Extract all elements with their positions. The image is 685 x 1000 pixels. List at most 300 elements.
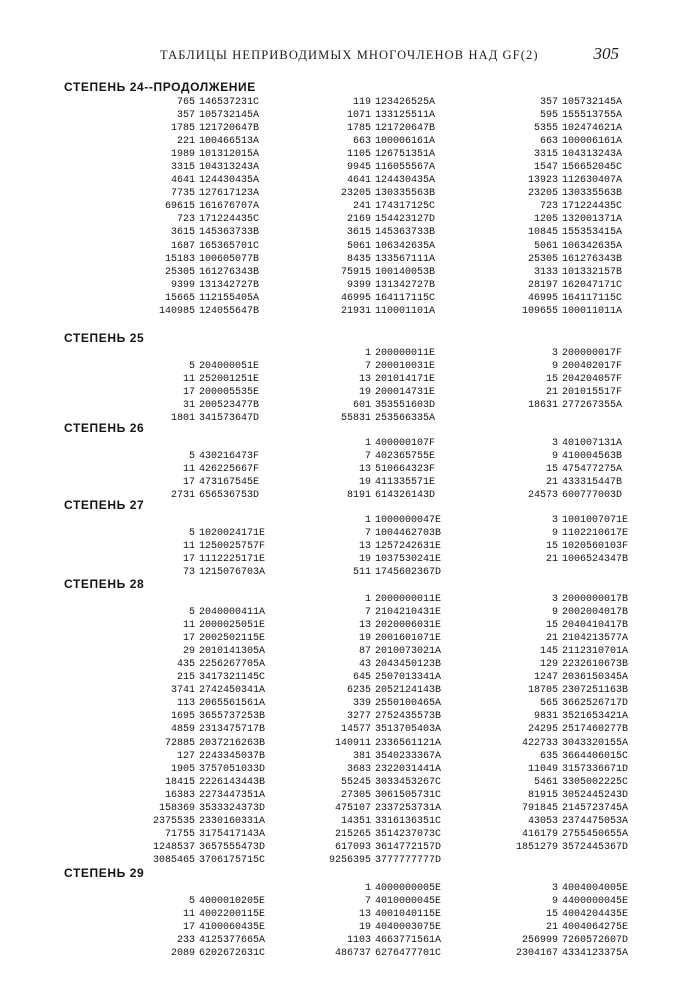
polynomial-code: 2000025051E (199, 620, 266, 632)
table-row (0, 750, 685, 763)
polynomial-code: 101312015A (199, 149, 260, 161)
exponent-value: 15665 (164, 292, 195, 304)
polynomial-code: 411335571E (375, 477, 436, 489)
table-row (0, 476, 685, 489)
polynomial-code: 473167545E (199, 477, 260, 489)
polynomial-code: 2043450123B (375, 659, 442, 671)
exponent-value: 1687 (170, 240, 195, 252)
polynomial-code: 2273447351A (199, 789, 266, 801)
table-row (0, 514, 685, 527)
exponent-value: 17 (182, 477, 195, 489)
polynomial-code: 124055647B (199, 305, 260, 317)
polynomial-code: 510664323F (375, 464, 436, 476)
polynomial-code: 164117115C (375, 292, 436, 304)
table-row (0, 553, 685, 566)
exponent-value: 9399 (346, 279, 371, 291)
polynomial-code: 3533324373D (199, 802, 266, 814)
polynomial-code: 3417321145C (199, 672, 266, 684)
polynomial-code: 201015517F (562, 387, 623, 399)
table-row (0, 109, 685, 122)
exponent-value: 15 (545, 909, 558, 921)
exponent-value: 21 (545, 554, 558, 566)
exponent-value: 4859 (170, 724, 195, 736)
table-row (0, 540, 685, 553)
exponent-value: 233 (176, 935, 195, 947)
exponent-value: 1105 (346, 149, 371, 161)
exponent-value: 5355 (533, 123, 558, 135)
polynomial-code: 4004004005E (562, 883, 629, 894)
exponent-value: 1248537 (152, 841, 195, 853)
polynomial-code: 100140053B (375, 266, 436, 278)
polynomial-code: 123426525A (375, 97, 436, 108)
exponent-value: 422733 (521, 737, 558, 749)
polynomial-code: 402365755E (375, 451, 436, 463)
polynomial-code: 104313243A (199, 162, 260, 174)
exponent-value: 9 (551, 451, 558, 463)
table-row (0, 399, 685, 412)
polynomial-code: 2052124143B (375, 685, 442, 697)
table-row (0, 450, 685, 463)
exponent-value: 7 (364, 896, 371, 908)
page-header (0, 44, 685, 70)
polynomial-code: 200010031E (375, 361, 436, 373)
table-row (0, 697, 685, 710)
exponent-value: 2731 (170, 490, 195, 502)
exponent-value: 10845 (527, 227, 558, 239)
polynomial-rows (0, 437, 685, 502)
polynomial-code: 131342727B (375, 279, 436, 291)
table-row (0, 148, 685, 161)
exponent-value: 2169 (346, 214, 371, 226)
exponent-value: 55831 (340, 413, 371, 425)
polynomial-code: 1250025757F (199, 541, 266, 553)
polynomial-code: 124430435A (199, 175, 260, 187)
polynomial-code: 171224435C (199, 214, 260, 226)
polynomial-code: 164117115C (562, 292, 623, 304)
exponent-value: 1 (364, 515, 371, 526)
exponent-value: 27305 (340, 789, 371, 801)
polynomial-code: 2336561121A (375, 737, 442, 749)
exponent-value: 87 (358, 646, 371, 658)
polynomial-code: 2507013341A (375, 672, 442, 684)
exponent-value: 13923 (527, 175, 558, 187)
polynomial-code: 1020024171E (199, 528, 266, 540)
exponent-value: 475107 (334, 802, 371, 814)
polynomial-code: 3521653421A (562, 711, 629, 723)
exponent-value: 69615 (164, 201, 195, 213)
polynomial-code: 353551603D (375, 400, 436, 412)
exponent-value: 8435 (346, 253, 371, 265)
exponent-value: 791845 (521, 802, 558, 814)
degree-title: СТЕПЕНЬ 29 (64, 866, 145, 880)
exponent-value: 241 (352, 201, 371, 213)
table-row (0, 882, 685, 895)
table-row (0, 645, 685, 658)
polynomial-code: 121720647B (375, 123, 436, 135)
exponent-value: 7735 (170, 188, 195, 200)
exponent-value: 9945 (346, 162, 371, 174)
table-row (0, 373, 685, 386)
exponent-value: 1 (364, 883, 371, 894)
table-row (0, 347, 685, 360)
exponent-value: 13 (358, 374, 371, 386)
polynomial-rows (0, 347, 685, 425)
exponent-value: 3277 (346, 711, 371, 723)
polynomial-code: 3175417143A (199, 828, 266, 840)
polynomial-code: 4000010205E (199, 896, 266, 908)
exponent-value: 357 (176, 110, 195, 122)
exponent-value: 3315 (170, 162, 195, 174)
polynomial-code: 2330160331A (199, 815, 266, 827)
exponent-value: 46995 (527, 292, 558, 304)
polynomial-code: 1102210617E (562, 528, 629, 540)
exponent-value: 19 (358, 477, 371, 489)
table-row (0, 279, 685, 292)
table-row (0, 908, 685, 921)
exponent-value: 1 (364, 438, 371, 449)
degree-title: СТЕПЕНЬ 26 (64, 421, 145, 435)
exponent-value: 9 (551, 528, 558, 540)
table-row (0, 723, 685, 736)
polynomial-code: 116055567A (375, 162, 436, 174)
exponent-value: 645 (352, 672, 371, 684)
polynomial-code: 200000017F (562, 348, 623, 359)
exponent-value: 3315 (533, 149, 558, 161)
exponent-value: 601 (352, 400, 371, 412)
polynomial-code: 253566335A (375, 413, 436, 425)
table-row (0, 386, 685, 399)
exponent-value: 71755 (164, 828, 195, 840)
polynomial-code: 145363733B (199, 227, 260, 239)
polynomial-code: 4004064275E (562, 922, 629, 934)
exponent-value: 256999 (521, 935, 558, 947)
exponent-value: 1851279 (515, 841, 558, 853)
polynomial-code: 7260572607D (562, 935, 629, 947)
exponent-value: 5061 (533, 240, 558, 252)
exponent-value: 5 (188, 361, 195, 373)
polynomial-code: 3664406015C (562, 750, 629, 762)
table-row (0, 934, 685, 947)
polynomial-code: 2232610673B (562, 659, 629, 671)
polynomial-code: 2104213577A (562, 633, 629, 645)
polynomial-code: 2226143443B (199, 776, 266, 788)
exponent-value: 72885 (164, 737, 195, 749)
exponent-value: 109655 (521, 305, 558, 317)
polynomial-code: 100011011A (562, 305, 623, 317)
polynomial-code: 2145723745A (562, 802, 629, 814)
running-title: ТАБЛИЦЫ НЕПРИВОДИМЫХ МНОГОЧЛЕНОВ НАД GF(2) (160, 48, 539, 62)
exponent-value: 5 (188, 896, 195, 908)
polynomial-code: 112630407A (562, 175, 623, 187)
polynomial-code: 3540233367A (375, 750, 442, 762)
polynomial-code: 133125511A (375, 110, 436, 122)
exponent-value: 6235 (346, 685, 371, 697)
exponent-value: 1785 (346, 123, 371, 135)
table-row (0, 815, 685, 828)
polynomial-code: 2000000017B (562, 594, 629, 605)
exponent-value: 113 (176, 698, 195, 710)
exponent-value: 1071 (346, 110, 371, 122)
polynomial-code: 3305002225C (562, 776, 629, 788)
exponent-value: 13 (358, 909, 371, 921)
table-row (0, 737, 685, 750)
polynomial-code: 146537231C (199, 97, 260, 108)
polynomial-code: 4002200115E (199, 909, 266, 921)
exponent-value: 2089 (170, 948, 195, 960)
table-row (0, 593, 685, 606)
exponent-value: 25305 (527, 253, 558, 265)
table-row (0, 463, 685, 476)
exponent-value: 2375535 (152, 815, 195, 827)
polynomial-code: 127617123A (199, 188, 260, 200)
polynomial-code: 3662526717D (562, 698, 629, 710)
exponent-value: 140911 (334, 737, 371, 749)
polynomial-code: 4400000045E (562, 896, 629, 908)
exponent-value: 19 (358, 554, 371, 566)
polynomial-code: 124430435A (375, 175, 436, 187)
polynomial-code: 2020006031E (375, 620, 442, 632)
polynomial-code: 145363733B (375, 227, 436, 239)
exponent-value: 43053 (527, 815, 558, 827)
exponent-value: 3741 (170, 685, 195, 697)
polynomial-code: 133567111A (375, 253, 436, 265)
polynomial-code: 1037530241E (375, 554, 442, 566)
polynomial-code: 2036150345A (562, 672, 629, 684)
exponent-value: 1247 (533, 672, 558, 684)
exponent-value: 435 (176, 659, 195, 671)
table-row (0, 253, 685, 266)
exponent-value: 28197 (527, 279, 558, 291)
polynomial-code: 130335563B (562, 188, 623, 200)
polynomial-code: 3061505731C (375, 789, 442, 801)
polynomial-code: 3572445367D (562, 841, 629, 853)
exponent-value: 24573 (527, 490, 558, 502)
polynomial-code: 132001371A (562, 214, 623, 226)
polynomial-code: 200402017F (562, 361, 623, 373)
polynomial-code: 100006161A (375, 136, 436, 148)
exponent-value: 5 (188, 451, 195, 463)
exponent-value: 21 (545, 922, 558, 934)
exponent-value: 17 (182, 922, 195, 934)
exponent-value: 5 (188, 528, 195, 540)
degree-title: СТЕПЕНЬ 28 (64, 577, 145, 591)
exponent-value: 25305 (164, 266, 195, 278)
exponent-value: 24295 (527, 724, 558, 736)
exponent-value: 158369 (158, 802, 195, 814)
polynomial-code: 2010073021A (375, 646, 442, 658)
polynomial-code: 4100060435E (199, 922, 266, 934)
exponent-value: 13 (358, 541, 371, 553)
exponent-value: 511 (352, 567, 371, 579)
exponent-value: 4641 (170, 175, 195, 187)
table-row (0, 266, 685, 279)
polynomial-code: 2000000011E (375, 594, 442, 605)
exponent-value: 1905 (170, 763, 195, 775)
polynomial-code: 106342635A (562, 240, 623, 252)
polynomial-code: 2040000411A (199, 607, 266, 619)
exponent-value: 595 (539, 110, 558, 122)
exponent-value: 119 (352, 97, 371, 108)
polynomial-code: 154423127D (375, 214, 436, 226)
exponent-value: 7 (364, 607, 371, 619)
exponent-value: 1989 (170, 149, 195, 161)
exponent-value: 11 (182, 909, 195, 921)
polynomial-code: 1000000047E (375, 515, 442, 526)
exponent-value: 1801 (170, 413, 195, 425)
exponent-value: 81915 (527, 789, 558, 801)
table-row (0, 802, 685, 815)
exponent-value: 617093 (334, 841, 371, 853)
exponent-value: 723 (176, 214, 195, 226)
degree-title: СТЕПЕНЬ 24--ПРОДОЛЖЕНИЕ (64, 80, 256, 94)
exponent-value: 9 (551, 896, 558, 908)
exponent-value: 19 (358, 387, 371, 399)
polynomial-code: 130335563B (375, 188, 436, 200)
exponent-value: 21 (545, 477, 558, 489)
polynomial-code: 155513755A (562, 110, 623, 122)
exponent-value: 1103 (346, 935, 371, 947)
exponent-value: 23205 (340, 188, 371, 200)
exponent-value: 15 (545, 620, 558, 632)
polynomial-code: 1215076703A (199, 567, 266, 579)
exponent-value: 663 (539, 136, 558, 148)
table-row (0, 226, 685, 239)
table-row (0, 776, 685, 789)
exponent-value: 565 (539, 698, 558, 710)
polynomial-code: 2322031441A (375, 763, 442, 775)
exponent-value: 127 (176, 750, 195, 762)
exponent-value: 13 (358, 464, 371, 476)
polynomial-code: 101332157B (562, 266, 623, 278)
polynomial-code: 1001007071E (562, 515, 629, 526)
exponent-value: 3 (551, 438, 558, 449)
exponent-value: 11 (182, 374, 195, 386)
table-row (0, 619, 685, 632)
polynomial-code: 614326143D (375, 490, 436, 502)
exponent-value: 221 (176, 136, 195, 148)
polynomial-code: 200523477B (199, 400, 260, 412)
polynomial-code: 155353415A (562, 227, 623, 239)
polynomial-code: 3777777777D (375, 854, 442, 866)
polynomial-code: 400000107F (375, 438, 436, 449)
exponent-value: 4641 (346, 175, 371, 187)
polynomial-code: 3157336671D (562, 763, 629, 775)
polynomial-code: 2002004017B (562, 607, 629, 619)
table-row (0, 684, 685, 697)
polynomial-code: 2065561561A (199, 698, 266, 710)
polynomial-code: 4663771561A (375, 935, 442, 947)
polynomial-code: 1004462703B (375, 528, 442, 540)
exponent-value: 17 (182, 554, 195, 566)
exponent-value: 9 (551, 607, 558, 619)
exponent-value: 14577 (340, 724, 371, 736)
table-row (0, 710, 685, 723)
exponent-value: 663 (352, 136, 371, 148)
polynomial-code: 3052445243D (562, 789, 629, 801)
exponent-value: 21 (545, 633, 558, 645)
exponent-value: 7 (364, 451, 371, 463)
polynomial-code: 410004563B (562, 451, 623, 463)
exponent-value: 635 (539, 750, 558, 762)
polynomial-code: 105732145A (199, 110, 260, 122)
polynomial-code: 3757051033D (199, 763, 266, 775)
exponent-value: 339 (352, 698, 371, 710)
polynomial-code: 2313475717B (199, 724, 266, 736)
exponent-value: 9 (551, 361, 558, 373)
exponent-value: 215 (176, 672, 195, 684)
exponent-value: 1547 (533, 162, 558, 174)
exponent-value: 5 (188, 607, 195, 619)
polynomial-code: 201014171E (375, 374, 436, 386)
polynomial-code: 3657555473D (199, 841, 266, 853)
degree-title: СТЕПЕНЬ 25 (64, 331, 145, 345)
table-row (0, 828, 685, 841)
table-row (0, 292, 685, 305)
exponent-value: 357 (539, 97, 558, 108)
polynomial-code: 126751351A (375, 149, 436, 161)
exponent-value: 129 (539, 659, 558, 671)
exponent-value: 416179 (521, 828, 558, 840)
table-row (0, 96, 685, 109)
polynomial-code: 252001251E (199, 374, 260, 386)
table-row (0, 213, 685, 226)
polynomial-code: 3033453267C (375, 776, 442, 788)
polynomial-code: 2040410417B (562, 620, 629, 632)
exponent-value: 17 (182, 387, 195, 399)
exponent-value: 17 (182, 633, 195, 645)
exponent-value: 15 (545, 464, 558, 476)
table-row (0, 437, 685, 450)
polynomial-code: 4004204435E (562, 909, 629, 921)
polynomial-code: 1745602367D (375, 567, 442, 579)
polynomial-code: 110001101A (375, 305, 436, 317)
exponent-value: 19 (358, 922, 371, 934)
exponent-value: 3 (551, 594, 558, 605)
polynomial-code: 1020560103F (562, 541, 629, 553)
exponent-value: 15 (545, 374, 558, 386)
exponent-value: 3683 (346, 763, 371, 775)
polynomial-code: 121720647B (199, 123, 260, 135)
page-number: 305 (593, 44, 619, 63)
polynomial-code: 161276343B (562, 253, 623, 265)
table-row (0, 895, 685, 908)
polynomial-code: 4334123375A (562, 948, 629, 960)
exponent-value: 19 (358, 633, 371, 645)
polynomial-code: 3043320155A (562, 737, 629, 749)
polynomial-code: 106342635A (375, 240, 436, 252)
degree-title: СТЕПЕНЬ 27 (64, 498, 145, 512)
polynomial-code: 131342727B (199, 279, 260, 291)
polynomial-code: 102474621A (562, 123, 623, 135)
table-row (0, 841, 685, 854)
polynomial-rows (0, 96, 685, 318)
exponent-value: 486737 (334, 948, 371, 960)
polynomial-code: 4040003075E (375, 922, 442, 934)
polynomial-code: 165365701C (199, 240, 260, 252)
exponent-value: 13 (358, 620, 371, 632)
exponent-value: 29 (182, 646, 195, 658)
polynomial-code: 656536753D (199, 490, 260, 502)
polynomial-code: 1006524347B (562, 554, 629, 566)
exponent-value: 9256395 (328, 854, 371, 866)
polynomial-code: 600777003D (562, 490, 623, 502)
polynomial-rows (0, 593, 685, 867)
exponent-value: 3615 (170, 227, 195, 239)
exponent-value: 15183 (164, 253, 195, 265)
polynomial-code: 2755450655A (562, 828, 629, 840)
polynomial-code: 4000000005E (375, 883, 442, 894)
polynomial-code: 200014731E (375, 387, 436, 399)
